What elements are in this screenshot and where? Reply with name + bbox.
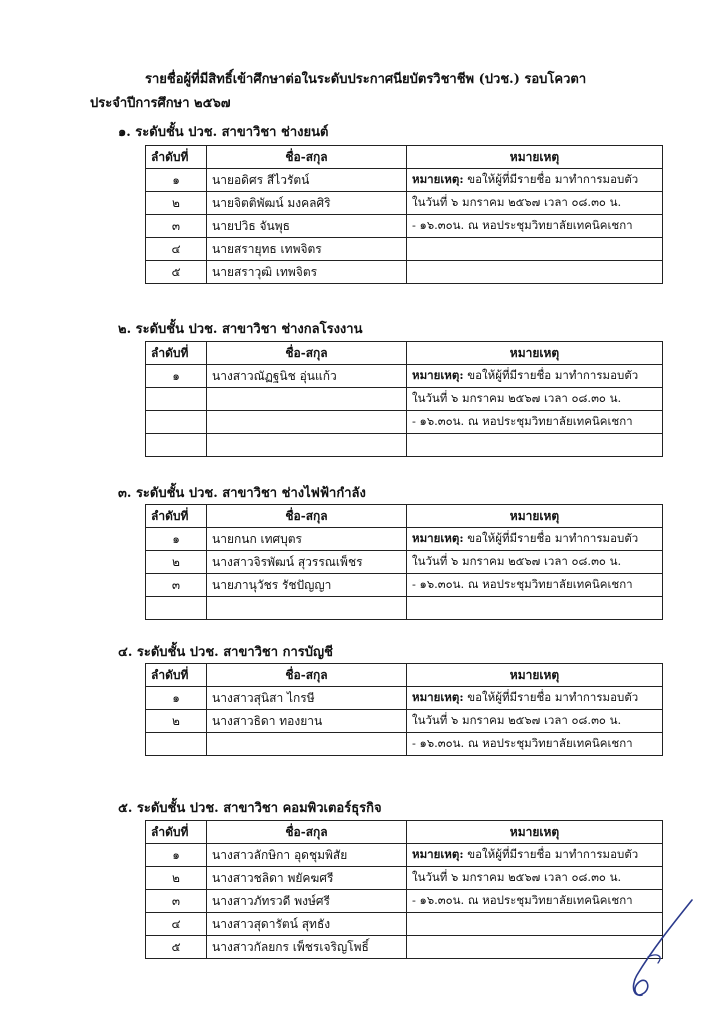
remark-text: ขอให้ผู้ที่มีรายชื่อ มาทำการมอบตัว (463, 172, 639, 186)
row-name (207, 434, 407, 457)
document-title-line-1: รายชื่อผู้ที่มีสิทธิ์เข้าศึกษาต่อในระดับประกาศนียบัตรวิชาชีพ (ปวช.) รอบโควตา (145, 72, 587, 87)
column-header-order: ลำดับที่ (146, 821, 207, 844)
table-row (146, 867, 663, 890)
row-name: นางสาวสุดารัตน์ สุทธัง (207, 913, 407, 936)
row-name: นางสาวกัลยกร เพ็ชรเจริญโพธิ์ (207, 936, 407, 959)
remark-cell (407, 434, 663, 457)
row-number (146, 388, 207, 411)
row-number: ๑ (146, 528, 207, 551)
row-name: นายสราวุฒิ เทพจิตร (207, 261, 407, 284)
column-header-order: ลำดับที่ (146, 664, 207, 687)
row-name (207, 388, 407, 411)
table-row (146, 687, 663, 710)
remark-cell (407, 365, 663, 388)
row-name: นายจิตติพัฒน์ มงคลศิริ (207, 192, 407, 215)
row-name: นายปวิธ จันพุธ (207, 215, 407, 238)
table-header-row (146, 664, 663, 687)
remark-cell: - ๑๖.๓๐น. ณ หอประชุมวิทยาลัยเทคนิคเชกา (407, 215, 663, 238)
row-number: ๒ (146, 867, 207, 890)
row-name: นางสาวสุนิสา ไกรษี (207, 687, 407, 710)
table-row (146, 710, 663, 733)
section-1-heading: ๑. ระดับชั้น ปวช. สาขาวิชา ช่างยนต์ (118, 125, 329, 140)
row-name: นายสรายุทธ เทพจิตร (207, 238, 407, 261)
table-row (146, 890, 663, 913)
row-number: ๔ (146, 913, 207, 936)
row-number: ๑ (146, 844, 207, 867)
row-name: นางสาวธิดา ทองยาน (207, 710, 407, 733)
remark-text: ขอให้ผู้ที่มีรายชื่อ มาทำการมอบตัว (463, 368, 639, 382)
remark-cell: ในวันที่ ๖ มกราคม ๒๕๖๗ เวลา ๐๘.๓๐ น. (407, 192, 663, 215)
column-header-remark: หมายเหตุ (407, 342, 663, 365)
section-4-table (145, 663, 663, 756)
row-number: ๑ (146, 169, 207, 192)
remark-cell (407, 844, 663, 867)
column-header-remark: หมายเหตุ (407, 821, 663, 844)
table-header-row (146, 821, 663, 844)
row-name: นางสาวณัฏฐนิช อุ่นแก้ว (207, 365, 407, 388)
table-row (146, 528, 663, 551)
row-number: ๑ (146, 365, 207, 388)
row-number: ๔ (146, 238, 207, 261)
remark-label: หมายเหตุ: (412, 690, 464, 704)
row-name (207, 411, 407, 434)
table-header-row (146, 146, 663, 169)
remark-label: หมายเหตุ: (412, 368, 464, 382)
table-row (146, 733, 663, 756)
table-row (146, 192, 663, 215)
table-row (146, 551, 663, 574)
document-title-line-2: ประจำปีการศึกษา ๒๕๖๗ (90, 96, 231, 111)
row-number (146, 733, 207, 756)
row-number (146, 434, 207, 457)
column-header-remark: หมายเหตุ (407, 146, 663, 169)
table-header-row (146, 505, 663, 528)
remark-cell (407, 169, 663, 192)
column-header-name: ชื่อ-สกุล (207, 505, 407, 528)
row-name (207, 597, 407, 620)
column-header-order: ลำดับที่ (146, 505, 207, 528)
table-row (146, 574, 663, 597)
table-row (146, 913, 663, 936)
column-header-name: ชื่อ-สกุล (207, 664, 407, 687)
handwritten-signature (612, 895, 702, 1005)
row-name (207, 733, 407, 756)
remark-text: ขอให้ผู้ที่มีรายชื่อ มาทำการมอบตัว (463, 847, 639, 861)
row-number: ๒ (146, 551, 207, 574)
remark-cell (407, 528, 663, 551)
row-number: ๓ (146, 574, 207, 597)
remark-cell (407, 261, 663, 284)
section-2-heading: ๒. ระดับชั้น ปวช. สาขาวิชา ช่างกลโรงงาน (118, 322, 363, 337)
remark-cell (407, 238, 663, 261)
table-row (146, 365, 663, 388)
remark-cell: - ๑๖.๓๐น. ณ หอประชุมวิทยาลัยเทคนิคเชกา (407, 733, 663, 756)
table-row (146, 261, 663, 284)
column-header-name: ชื่อ-สกุล (207, 821, 407, 844)
row-name: นางสาวลักษิกา อุดชุมพิสัย (207, 844, 407, 867)
row-name: นายกนก เทศบุตร (207, 528, 407, 551)
remark-cell: ในวันที่ ๖ มกราคม ๒๕๖๗ เวลา ๐๘.๓๐ น. (407, 867, 663, 890)
row-name: นางสาวจิรพัฒน์ สุวรรณเพ็ชร (207, 551, 407, 574)
row-number (146, 597, 207, 620)
remark-cell: - ๑๖.๓๐น. ณ หอประชุมวิทยาลัยเทคนิคเชกา (407, 574, 663, 597)
row-number: ๑ (146, 687, 207, 710)
row-number: ๕ (146, 261, 207, 284)
table-row (146, 215, 663, 238)
table-row (146, 238, 663, 261)
table-row (146, 597, 663, 620)
section-3-heading: ๓. ระดับชั้น ปวช. สาขาวิชา ช่างไฟฟ้ากำลัง (118, 486, 366, 501)
remark-cell: - ๑๖.๓๐น. ณ หอประชุมวิทยาลัยเทคนิคเชกา (407, 411, 663, 434)
row-number (146, 411, 207, 434)
remark-cell: - ๑๖.๓๐น. ณ หอประชุมวิทยาลัยเทคนิคเชกา (407, 890, 663, 913)
row-number: ๓ (146, 215, 207, 238)
row-name: นายอดิศร สีไวรัตน์ (207, 169, 407, 192)
remark-label: หมายเหตุ: (412, 847, 464, 861)
section-1-table (145, 145, 663, 284)
remark-text: ขอให้ผู้ที่มีรายชื่อ มาทำการมอบตัว (463, 531, 639, 545)
row-name: นางสาวชลิดา พยัคฆศรี (207, 867, 407, 890)
section-2-table (145, 341, 663, 457)
section-5-heading: ๕. ระดับชั้น ปวช. สาขาวิชา คอมพิวเตอร์ธุรกิจ (118, 801, 382, 816)
column-header-remark: หมายเหตุ (407, 505, 663, 528)
row-number: ๒ (146, 710, 207, 733)
section-3-table (145, 504, 663, 620)
remark-text: ขอให้ผู้ที่มีรายชื่อ มาทำการมอบตัว (463, 690, 639, 704)
table-row (146, 936, 663, 959)
column-header-name: ชื่อ-สกุล (207, 146, 407, 169)
column-header-remark: หมายเหตุ (407, 664, 663, 687)
remark-cell: ในวันที่ ๖ มกราคม ๒๕๖๗ เวลา ๐๘.๓๐ น. (407, 551, 663, 574)
column-header-order: ลำดับที่ (146, 342, 207, 365)
remark-label: หมายเหตุ: (412, 172, 464, 186)
remark-cell (407, 687, 663, 710)
remark-cell: ในวันที่ ๖ มกราคม ๒๕๖๗ เวลา ๐๘.๓๐ น. (407, 388, 663, 411)
table-row (146, 844, 663, 867)
table-row (146, 169, 663, 192)
column-header-order: ลำดับที่ (146, 146, 207, 169)
section-4-heading: ๔. ระดับชั้น ปวช. สาขาวิชา การบัญชี (118, 645, 333, 660)
table-row (146, 388, 663, 411)
table-row (146, 434, 663, 457)
section-5-table (145, 820, 663, 959)
row-number: ๕ (146, 936, 207, 959)
remark-label: หมายเหตุ: (412, 531, 464, 545)
remark-cell (407, 597, 663, 620)
row-name: นายภานุวัชร รัชปัญญา (207, 574, 407, 597)
row-number: ๒ (146, 192, 207, 215)
column-header-name: ชื่อ-สกุล (207, 342, 407, 365)
remark-cell: ในวันที่ ๖ มกราคม ๒๕๖๗ เวลา ๐๘.๓๐ น. (407, 710, 663, 733)
row-number: ๓ (146, 890, 207, 913)
row-name: นางสาวภัทรวดี พงษ์ศรี (207, 890, 407, 913)
table-header-row (146, 342, 663, 365)
table-row (146, 411, 663, 434)
